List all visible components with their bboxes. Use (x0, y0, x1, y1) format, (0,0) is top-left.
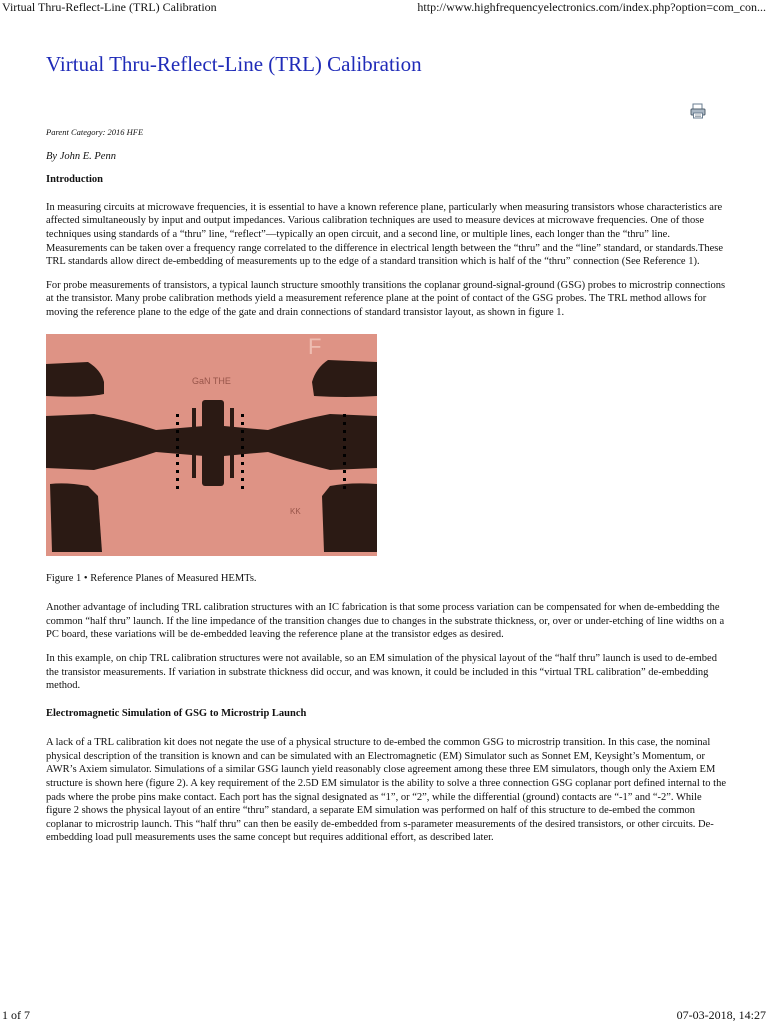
print-datetime: 07-03-2018, 14:27 (676, 1008, 766, 1022)
section-2-heading: Electromagnetic Simulation of GSG to Microstrip Launch (46, 707, 307, 719)
article-title[interactable]: Virtual Thru-Reflect-Line (TRL) Calibration (46, 52, 422, 76)
printer-icon[interactable] (690, 103, 706, 119)
paragraph-5: A lack of a TRL calibration kit does not negate the use of a physical structure to de-embed the common GSG to microstrip transition. In this case, the nominal physical description of the transition is known and can be simulated with an Electromagnetic (EM) Simulator such as Sonnet EM, Keysight’s Momentum, or AWR’s Axiem simulator. Simulations of a similar GSG launch yield reasonably close agreement among these three EM simulators, though only the Axiem EM structure is shown here (figure 2). A key requirement of the 2.5D EM simulator is the ability to solve a three connection GSG coplanar port defined internal to the pads where the probe pins make contact. Each port has the signal designated as “1”, or “2”, while the differential (ground) contacts are “-1” and “-2”. While figure 2 shows the physical layout of an entire “thru” standard, a separate EM simulation was performed on half of this structure to de-embed the common coplanar to microstrip launch. This “half thru” can then be easily de-embedded from s-parameter measurements of the desired transistors, or other circuits. De-embedding load pull measurements uses the same concept but requires additional effort, as described later. (46, 737, 726, 844)
paragraph-3: Another advantage of including TRL calibration structures with an IC fabrication is that some process variation can be compensated for when de-embedding the common “half thru” launch. If the line impedance of the transition changes due to changes in the substrate thickness, or, over or under-etching of line widths on a PC board, these variations will be de-embedded leaving the reference plane at the transistor edges as desired. (46, 602, 725, 641)
paragraph-1: In measuring circuits at microwave frequencies, it is essential to have a known reference plane, particularly when measuring transistors whose characteristics are affected simultaneously by input and output impedances. Various calibration techniques are used to measure devices at microwave frequencies. One of those techniques using standards of a “thru” line, “reflect”—typically an open circuit, and a second line, or multiple lines, each longer than the “thru” line. Measurements can be taken over a frequency range correlated to the difference in electrical length between the “thru” and the “line” standard, or standards.These TRL standards allow direct de-embedding of measurements up to the edge of a standard transition which is half of the “thru” connection (See Reference 1). (46, 201, 724, 268)
browser-url[interactable]: http://www.highfrequencyelectronics.com/index.php?option=com_con... (417, 0, 766, 14)
browser-page-title: Virtual Thru-Reflect-Line (TRL) Calibration (2, 0, 217, 14)
paragraph-4: In this example, on chip TRL calibration structures were not available, so an EM simulation of the physical layout of the “half thru” launch is used to de-embed the transistor measurements. If variation in substrate thickness did occur, and was known, it could be included in this “virtual TRL calibration” de-embedding method. (46, 652, 717, 692)
page-count: 1 of 7 (2, 1008, 30, 1022)
figure-1-image (46, 334, 377, 556)
paragraph-2: For probe measurements of transistors, a typical launch structure smoothly transitions the coplanar ground-signal-ground (GSG) probes to microstrip connections at the transistor. Many probe calibration methods yield a measurement reference plane at the point of contact of the GSG probes. The TRL method allows for moving the reference plane to the edge of the gate and drain connections of standard transistor layout, as shown in figure 1. (46, 279, 726, 318)
article-body (46, 126, 726, 845)
figure-corner-letter: F (308, 333, 322, 359)
figure-label-bottom: KK (290, 506, 301, 516)
byline: By John E. Penn (46, 150, 116, 162)
figure-1-caption: Figure 1 • Reference Planes of Measured HEMTs. (46, 572, 257, 584)
intro-heading: Introduction (46, 174, 103, 186)
figure-label-top: GaN THE (192, 375, 231, 386)
parent-category: Parent Category: 2016 HFE (46, 127, 144, 137)
